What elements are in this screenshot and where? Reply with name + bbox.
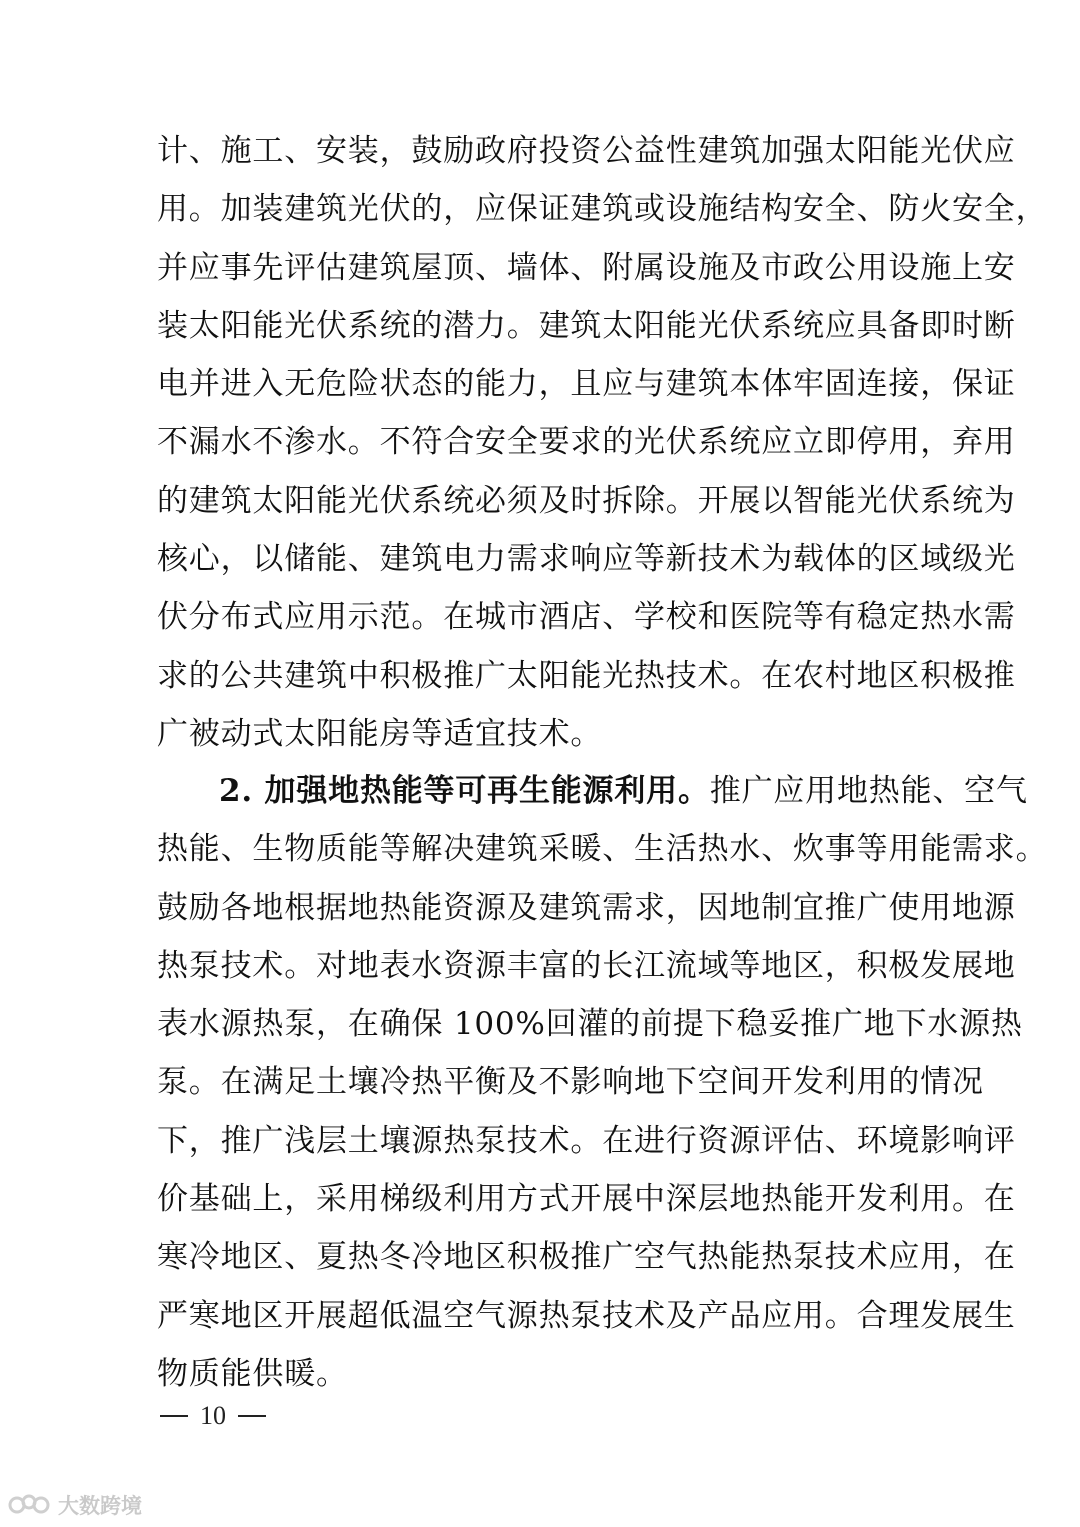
logo-icon bbox=[8, 1492, 52, 1518]
watermark bbox=[8, 1490, 142, 1520]
paragraph-line: 热泵技术。对地表水资源丰富的长江流域等地区，积极发展地 bbox=[157, 947, 1016, 984]
paragraph-line: 用。加装建筑光伏的，应保证建筑或设施结构安全、防火安全， bbox=[157, 191, 1048, 228]
paragraph-line: 热能、生物质能等解决建筑采暖、生活热水、炊事等用能需求。 bbox=[157, 831, 1048, 868]
paragraph-solar-pv bbox=[157, 122, 1048, 763]
section-heading: 2. 加强地热能等可再生能源利用。 bbox=[219, 773, 710, 809]
paragraph-line: 并应事先评估建筑屋顶、墙体、附属设施及市政公用设施上安 bbox=[157, 249, 1016, 286]
paragraph-line-rest: 推广应用地热能、空气 bbox=[709, 773, 1028, 809]
paragraph-line: 的建筑太阳能光伏系统必须及时拆除。开展以智能光伏系统为 bbox=[157, 482, 1016, 519]
footer-dash-left bbox=[160, 1415, 188, 1417]
paragraph-first-line bbox=[157, 762, 1028, 820]
paragraph-line: 电并进入无危险状态的能力，且应与建筑本体牢固连接，保证 bbox=[157, 366, 1016, 403]
paragraph-line: 物质能供暖。 bbox=[157, 1355, 348, 1392]
paragraph-line: 核心，以储能、建筑电力需求响应等新技术为载体的区域级光 bbox=[157, 541, 1016, 578]
watermark-text: 大数跨境 bbox=[58, 1495, 142, 1518]
paragraph-line: 泵。在满足土壤冷热平衡及不影响地下空间开发利用的情况 bbox=[157, 1064, 984, 1101]
paragraph-line: 伏分布式应用示范。在城市酒店、学校和医院等有稳定热水需 bbox=[157, 599, 1016, 636]
paragraph-line: 装太阳能光伏系统的潜力。建筑太阳能光伏系统应具备即时断 bbox=[157, 307, 1016, 344]
paragraph-line: 求的公共建筑中积极推广太阳能光热技术。在农村地区积极推 bbox=[157, 657, 1016, 694]
paragraph-geothermal bbox=[157, 762, 1048, 1403]
paragraph-line: 严寒地区开展超低温空气源热泵技术及产品应用。合理发展生 bbox=[157, 1297, 1016, 1334]
page-footer bbox=[160, 1401, 266, 1431]
paragraph-line: 广被动式太阳能房等适宜技术。 bbox=[157, 715, 603, 752]
paragraph-line: 计、施工、安装，鼓励政府投资公益性建筑加强太阳能光伏应 bbox=[157, 133, 1016, 169]
paragraph-line: 寒冷地区、夏热冬冷地区积极推广空气热能热泵技术应用，在 bbox=[157, 1239, 1016, 1276]
page-number: 10 bbox=[200, 1401, 226, 1430]
paragraph-line: 价基础上，采用梯级利用方式开展中深层地热能开发利用。在 bbox=[157, 1181, 1016, 1218]
footer-dash-right bbox=[238, 1415, 266, 1417]
paragraph-line: 表水源热泵，在确保 100%回灌的前提下稳妥推广地下水源热 bbox=[157, 1006, 1023, 1043]
paragraph-line: 鼓励各地根据地热能资源及建筑需求，因地制宜推广使用地源 bbox=[157, 889, 1016, 926]
paragraph-line: 不漏水不渗水。不符合安全要求的光伏系统应立即停用，弃用 bbox=[157, 424, 1016, 461]
paragraph-line: 下，推广浅层土壤源热泵技术。在进行资源评估、环境影响评 bbox=[157, 1122, 1016, 1159]
